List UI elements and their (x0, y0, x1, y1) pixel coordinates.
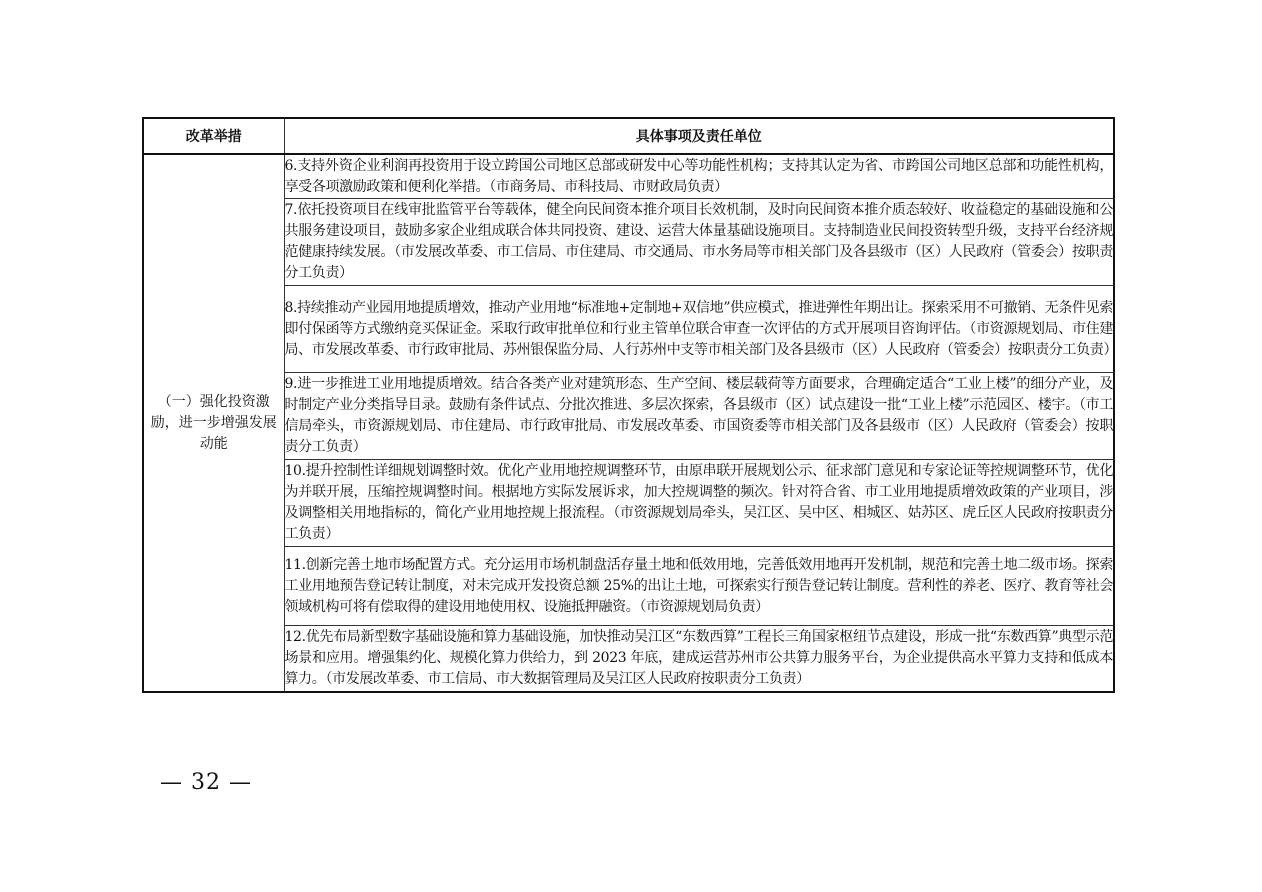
page-number: — 32 — (160, 770, 252, 795)
item-cell: 6.支持外资企业利润再投资用于设立跨国公司地区总部或研发中心等功能性机构；支持其认定为省、市跨国公司地区总部和功能性机构，享受各项激励政策和便利化举措。（市商务局、市科技局、市财政局负责） (284, 154, 1114, 199)
table-row (143, 460, 1114, 547)
header-items-and-units: 具体事项及责任单位 (284, 118, 1114, 154)
item-cell: 12.优先布局新型数字基础设施和算力基础设施，加快推动吴江区“东数西算”工程长三角国家枢纽节点建设，形成一批“东数西算”典型示范场景和应用。增强集约化、规模化算力供给力，到 2023 年底，建成运营苏州市公共算力服务平台，为企业提供高水平算力支持和低成本算力。（市发展改革委、市工信局、市大数据管理局及吴江区人民政府按职责分工负责） (284, 626, 1114, 693)
item-cell: 10.提升控制性详细规划调整时效。优化产业用地控规调整环节，由原串联开展规划公示、征求部门意见和专家论证等控规调整环节，优化为并联开展，压缩控规调整时间。根据地方实际发展诉求，加大控规调整的频次。针对符合省、市工业用地提质增效政策的产业项目，涉及调整相关用地指标的，简化产业用地控规上报流程。（市资源规划局牵头，吴江区、吴中区、相城区、姑苏区、虎丘区人民政府按职责分工负责） (284, 460, 1114, 547)
item-cell: 7.依托投资项目在线审批监管平台等载体，健全向民间资本推介项目长效机制，及时向民间资本推介质态较好、收益稳定的基础设施和公共服务建设项目，鼓励多家企业组成联合体共同投资、建设、运营大体量基础设施项目。支持制造业民间投资转型升级，支持平台经济规范健康持续发展。（市发展改革委、市工信局、市住建局、市交通局、市水务局等市相关部门及各县级市（区）人民政府（管委会）按职责分工负责） (284, 199, 1114, 286)
table-header-row (143, 118, 1114, 154)
reform-measure-cell: （一）强化投资激励，进一步增强发展动能 (143, 154, 284, 692)
table-row (143, 286, 1114, 373)
item-cell: 9.进一步推进工业用地提质增效。结合各类产业对建筑形态、生产空间、楼层载荷等方面要求，合理确定适合“工业上楼”的细分产业，及时制定产业分类指导目录。鼓励有条件试点、分批次推进、多层次探索，各县级市（区）试点建设一批“工业上楼”示范园区、楼宇。（市工信局牵头，市资源规划局、市住建局、市行政审批局、市发展改革委、市国资委等市相关部门及各县级市（区）人民政府（管委会）按职责分工负责） (284, 373, 1114, 460)
table-row (143, 199, 1114, 286)
header-reform-measure: 改革举措 (143, 118, 284, 154)
table-row (143, 373, 1114, 460)
item-cell: 11.创新完善土地市场配置方式。充分运用市场机制盘活存量土地和低效用地，完善低效用地再开发机制，规范和完善土地二级市场。探索工业用地预告登记转让制度，对未完成开发投资总额 25%的出让土地，可探索实行预告登记转让制度。营利性的养老、医疗、教育等社会领域机构可将有偿取得的建设用地使用权、设施抵押融资。（市资源规划局负责） (284, 547, 1114, 626)
table-row (143, 154, 1114, 199)
table-row (143, 626, 1114, 693)
reform-table (142, 117, 1118, 693)
table-row (143, 547, 1114, 626)
item-cell: 8.持续推动产业园用地提质增效，推动产业用地“标准地+定制地+双信地”供应模式，推进弹性年期出让。探索采用不可撤销、无条件见索即付保函等方式缴纳竞买保证金。采取行政审批单位和行业主管单位联合审查一次评估的方式开展项目咨询评估。（市资源规划局、市住建局、市发展改革委、市行政审批局、苏州银保监分局、人行苏州中支等市相关部门及各县级市（区）人民政府（管委会）按职责分工负责） (284, 286, 1114, 373)
